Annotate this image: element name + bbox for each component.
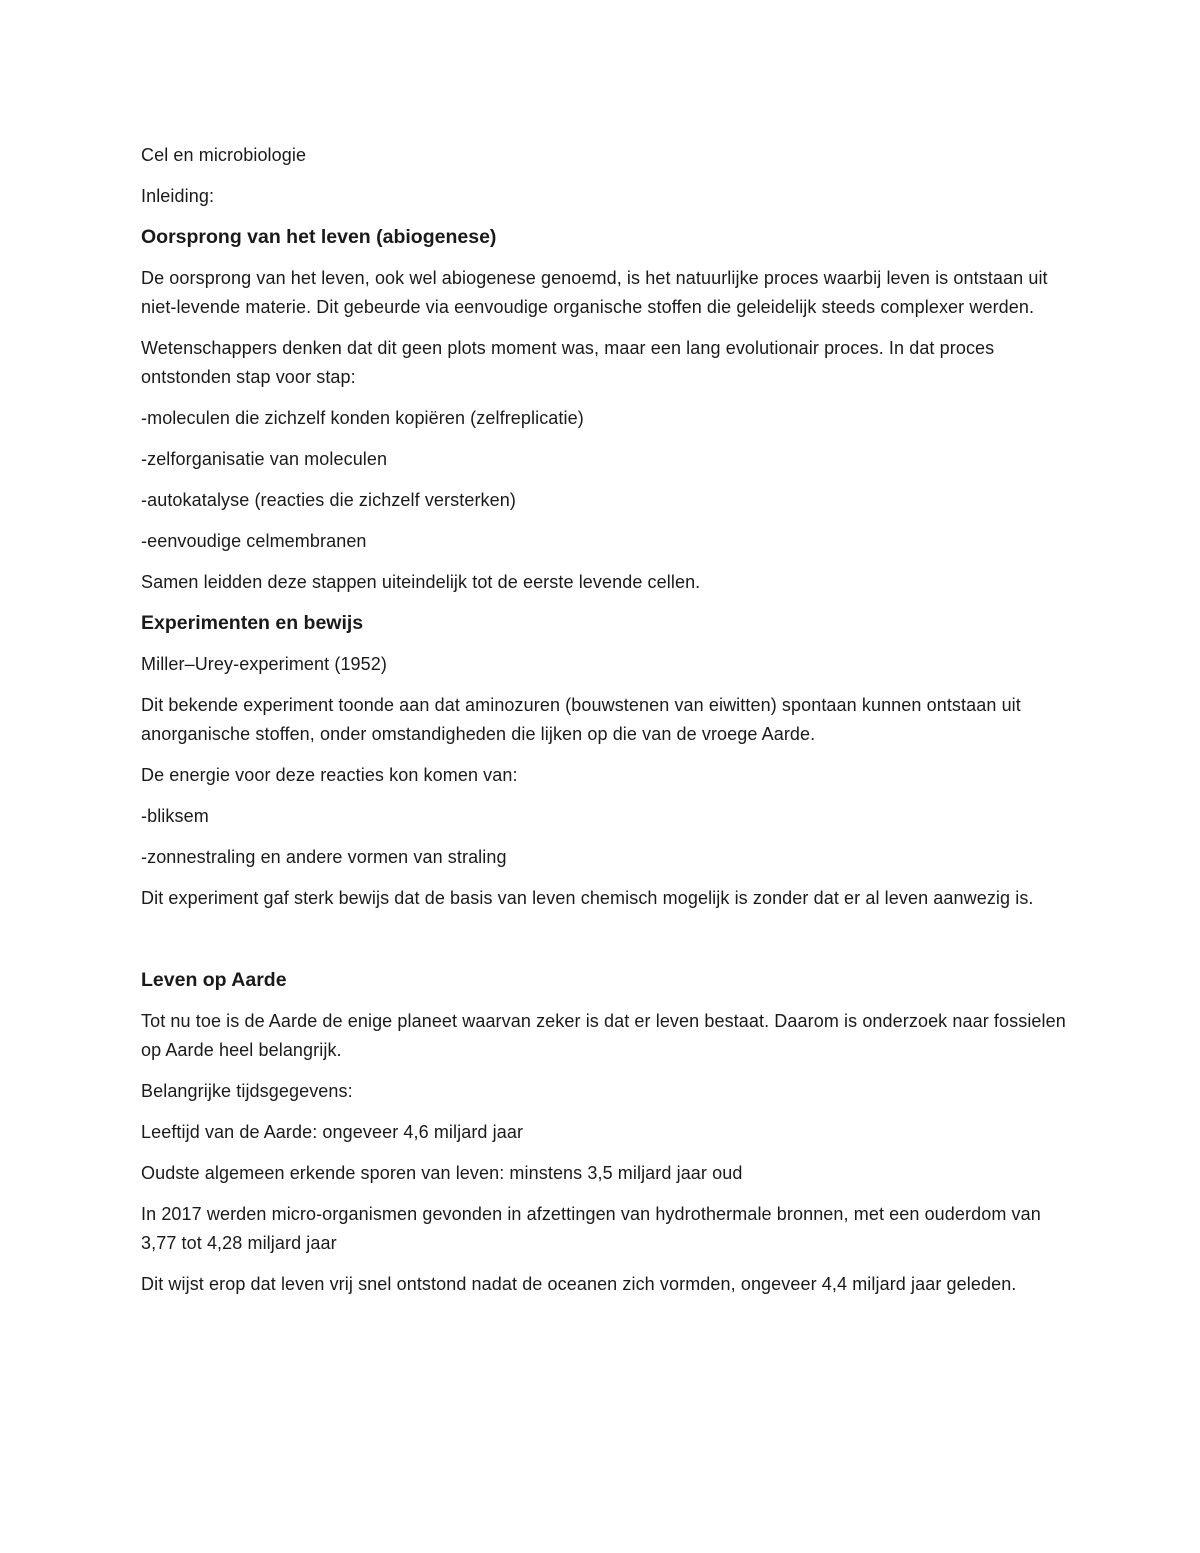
paragraph: De energie voor deze reacties kon komen van: <box>141 765 518 785</box>
fact-line: Leeftijd van de Aarde: ongeveer 4,6 miljard jaar <box>141 1122 524 1142</box>
section-heading-life-on-earth: Leven op Aarde <box>141 969 287 991</box>
paragraph: De oorsprong van het leven, ook wel abiogenese genoemd, is het natuurlijke proces waarbij leven is ontstaan uit niet-levende materie. Dit gebeurde via eenvoudige organische stoffen die geleidelijk steeds complexer werden. <box>141 268 1048 317</box>
paragraph: Belangrijke tijdsgegevens: <box>141 1081 353 1101</box>
blank-line <box>141 925 1071 966</box>
list-item: -autokatalyse (reacties die zichzelf versterken) <box>141 490 516 510</box>
subheading: Miller–Urey-experiment (1952) <box>141 654 387 674</box>
fact-line: In 2017 werden micro-organismen gevonden in afzettingen van hydrothermale bronnen, met een ouderdom van 3,77 tot 4,28 miljard jaar <box>141 1204 1041 1253</box>
paragraph: Dit bekende experiment toonde aan dat aminozuren (bouwstenen van eiwitten) spontaan kunnen ontstaan uit anorganische stoffen, onder omstandigheden die lijken op die van de vroege Aarde. <box>141 695 1021 744</box>
list-item: -eenvoudige celmembranen <box>141 531 367 551</box>
paragraph: Tot nu toe is de Aarde de enige planeet waarvan zeker is dat er leven bestaat. Daarom is onderzoek naar fossielen op Aarde heel belangrijk. <box>141 1011 1066 1060</box>
list-item: -moleculen die zichzelf konden kopiëren (zelfreplicatie) <box>141 408 584 428</box>
section-heading-experiments: Experimenten en bewijs <box>141 612 364 634</box>
list-item: -zelforganisatie van moleculen <box>141 449 388 469</box>
paragraph: Samen leidden deze stappen uiteindelijk tot de eerste levende cellen. <box>141 572 701 592</box>
paragraph: Dit wijst erop dat leven vrij snel ontstond nadat de oceanen zich vormden, ongeveer 4,4 miljard jaar geleden. <box>141 1274 1017 1294</box>
document-title: Cel en microbiologie <box>141 145 307 165</box>
paragraph: Dit experiment gaf sterk bewijs dat de basis van leven chemisch mogelijk is zonder dat er al leven aanwezig is. <box>141 888 1034 908</box>
paragraph: Wetenschappers denken dat dit geen plots moment was, maar een lang evolutionair proces. In dat proces ontstonden stap voor stap: <box>141 338 995 387</box>
list-item: -zonnestraling en andere vormen van straling <box>141 847 507 867</box>
list-item: -bliksem <box>141 806 209 826</box>
intro-label: Inleiding: <box>141 186 215 206</box>
document-page <box>141 141 1071 1311</box>
fact-line: Oudste algemeen erkende sporen van leven: minstens 3,5 miljard jaar oud <box>141 1163 743 1183</box>
section-heading-origin: Oorsprong van het leven (abiogenese) <box>141 226 497 248</box>
